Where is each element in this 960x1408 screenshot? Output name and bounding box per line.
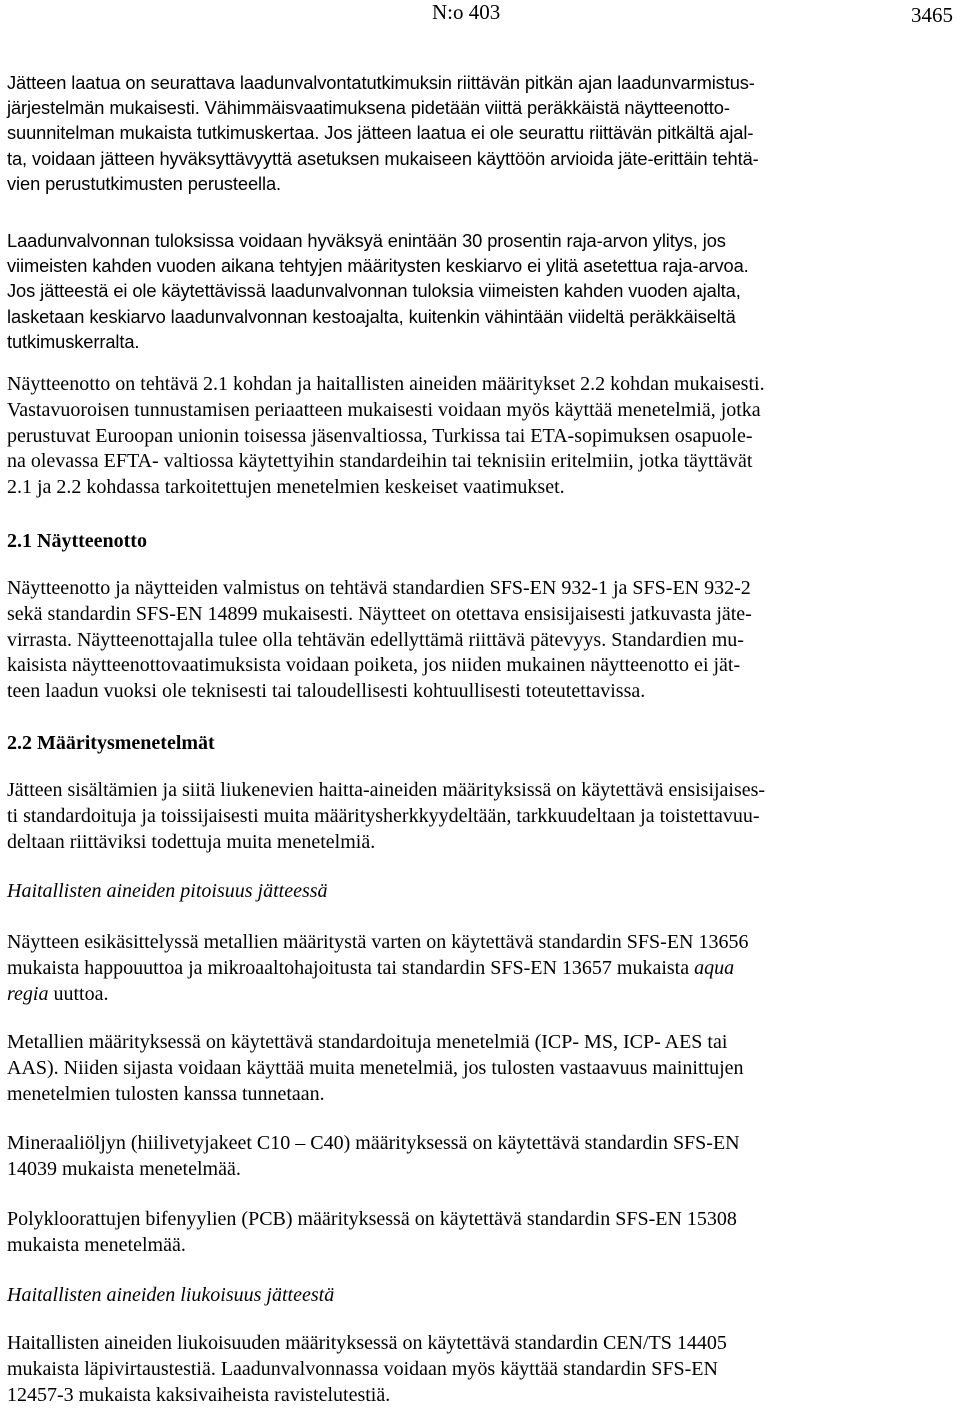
text-line: AAS). Niiden sijasta voidaan käyttää muita menetelmiä, jos tulosten vastaavuus mainittujen xyxy=(7,1056,744,1079)
text-line: mukaista läpivirtaustestiä. Laadunvalvonnassa voidaan myös käyttää standardin SFS-EN xyxy=(7,1357,718,1380)
paragraph-limit-exceedance xyxy=(7,228,955,354)
text-line: Jätteen sisältämien ja siitä liukenevien haitta-aineiden määrityksissä on käytettävä ensisijaises- xyxy=(7,779,766,801)
text-line: Jätteen laatua on seurattava laadunvalvontatutkimuksin riittävän pitkän ajan laadunvarmistus- xyxy=(7,72,755,93)
text-segment: mukaista happouuttoa ja mikroaaltohajoitusta tai standardin SFS-EN 13657 mukaista xyxy=(7,956,695,979)
paragraph-quality-monitoring xyxy=(7,70,955,196)
text-line: vien perustutkimusten perusteella. xyxy=(7,172,282,194)
page-number: 3465 xyxy=(911,3,953,27)
text-line xyxy=(7,956,955,982)
text-line: mukaista menetelmää. xyxy=(7,1233,186,1256)
paragraph-methods xyxy=(7,778,955,855)
text-line: na olevassa EFTA- valtiossa käytettyihin standardeihin tai teknisiin eritelmiin, jotka täyttävät xyxy=(7,450,753,473)
subheading-solubility: Haitallisten aineiden liukoisuus jätteestä xyxy=(7,1284,335,1306)
text-segment: uuttoa. xyxy=(48,982,109,1005)
section-heading-methods: 2.2 Määritysmenetelmät xyxy=(7,732,215,754)
text-line: teen laadun vuoksi ole teknisesti tai taloudellisesti kohtuullisesti toteutettavissa. xyxy=(7,680,646,703)
text-line: Haitallisten aineiden liukoisuuden määrityksessä on käytettävä standardin CEN/TS 14405 xyxy=(7,1332,727,1354)
text-line: järjestelmän mukaisesti. Vähimmäisvaatimuksena pidetään viittä peräkkäistä näytteenotto- xyxy=(7,97,730,119)
section-heading-sampling: 2.1 Näytteenotto xyxy=(7,530,147,552)
text-line: Näytteenotto ja näytteiden valmistus on tehtävä standardien SFS-EN 932-1 ja SFS-EN 932-2 xyxy=(7,577,751,599)
italic-term: aqua xyxy=(694,956,735,979)
text-line: Laadunvalvonnan tuloksissa voidaan hyväksyä enintään 30 prosentin raja-arvon ylitys, jos xyxy=(7,230,726,251)
text-line: sekä standardin SFS-EN 14899 mukaisesti. Näytteet on otettava ensisijaisesti jatkuvasta jäte- xyxy=(7,602,752,625)
text-line: lasketaan keskiarvo laadunvalvonnan kestoajalta, kuitenkin vähintään viideltä peräkkäiseltä xyxy=(7,305,736,327)
text-line: perustuvat Euroopan unionin toisessa jäsenvaltiossa, Turkissa tai ETA-sopimuksen osapuole- xyxy=(7,424,753,447)
paragraph-mineral-oil xyxy=(7,1131,955,1183)
text-line: deltaan riittäviksi todettuja muita menetelmiä. xyxy=(7,830,376,853)
text-line: Näytteenotto on tehtävä 2.1 kohdan ja haitallisten aineiden määritykset 2.2 kohdan mukaisesti. xyxy=(7,373,765,395)
text-line: suunnitelman mukaista tutkimuskertaa. Jos jätteen laatua ei ole seurattu riittävän pitkältä ajal- xyxy=(7,122,754,144)
paragraph-pcb xyxy=(7,1207,955,1259)
text-line: 12457-3 mukaista kaksivaiheista ravistelutestiä. xyxy=(7,1383,391,1406)
text-line: Jos jätteestä ei ole käytettävissä laadunvalvonnan tuloksia viimeisten kahden vuoden ajalta, xyxy=(7,280,741,302)
italic-term: regia xyxy=(7,982,49,1005)
text-line: ta, voidaan jätteen hyväksyttävyyttä asetuksen mukaiseen käyttöön arvioida jäte-erittäin tehtä- xyxy=(7,147,759,169)
text-line: Näytteen esikäsittelyssä metallien määritystä varten on käytettävä standardin SFS-EN 13656 xyxy=(7,931,749,953)
text-line xyxy=(7,982,955,1008)
text-line: 14039 mukaista menetelmää. xyxy=(7,1157,241,1180)
text-line: menetelmien tulosten kanssa tunnetaan. xyxy=(7,1082,325,1105)
text-line: virrasta. Näytteenottajalla tulee olla tehtävän edellyttämä riittävä pätevyys. Standardien mu- xyxy=(7,628,744,651)
text-line: kaisista näytteenottovaatimuksista voidaan poiketa, jos niiden mukainen näytteenotto ei jät- xyxy=(7,654,741,677)
paragraph-sampling-reference xyxy=(7,372,955,501)
subheading-concentration: Haitallisten aineiden pitoisuus jätteessä xyxy=(7,880,328,902)
text-line: ti standardoituja ja toissijaisesti muita määritysherkkyydeltään, tarkkuudeltaan ja toistettavuu- xyxy=(7,804,760,827)
paragraph-sampling xyxy=(7,576,955,705)
text-line: Mineraaliöljyn (hiilivetyjakeet C10 – C40) määrityksessä on käytettävä standardin SFS-EN xyxy=(7,1132,740,1154)
paragraph-metals xyxy=(7,1030,955,1107)
text-line: viimeisten kahden vuoden aikana tehtyjen määritysten keskiarvo ei ylitä asetettua raja-arvoa. xyxy=(7,255,749,277)
text-line: Polykloorattujen bifenyylien (PCB) määrityksessä on käytettävä standardin SFS-EN 15308 xyxy=(7,1208,737,1230)
text-line: 2.1 ja 2.2 kohdassa tarkoitettujen menetelmien keskeiset vaatimukset. xyxy=(7,476,565,499)
text-line: Vastavuoroisen tunnustamisen periaatteen mukaisesti voidaan myös käyttää menetelmiä, jotka xyxy=(7,398,761,421)
text-line: Metallien määrityksessä on käytettävä standardoituja menetelmiä (ICP- MS, ICP- AES tai xyxy=(7,1031,728,1053)
text-line: tutkimuskerralta. xyxy=(7,330,140,352)
issue-number: N:o 403 xyxy=(432,0,501,24)
paragraph-leaching xyxy=(7,1331,955,1408)
paragraph-pretreatment xyxy=(7,930,955,1007)
